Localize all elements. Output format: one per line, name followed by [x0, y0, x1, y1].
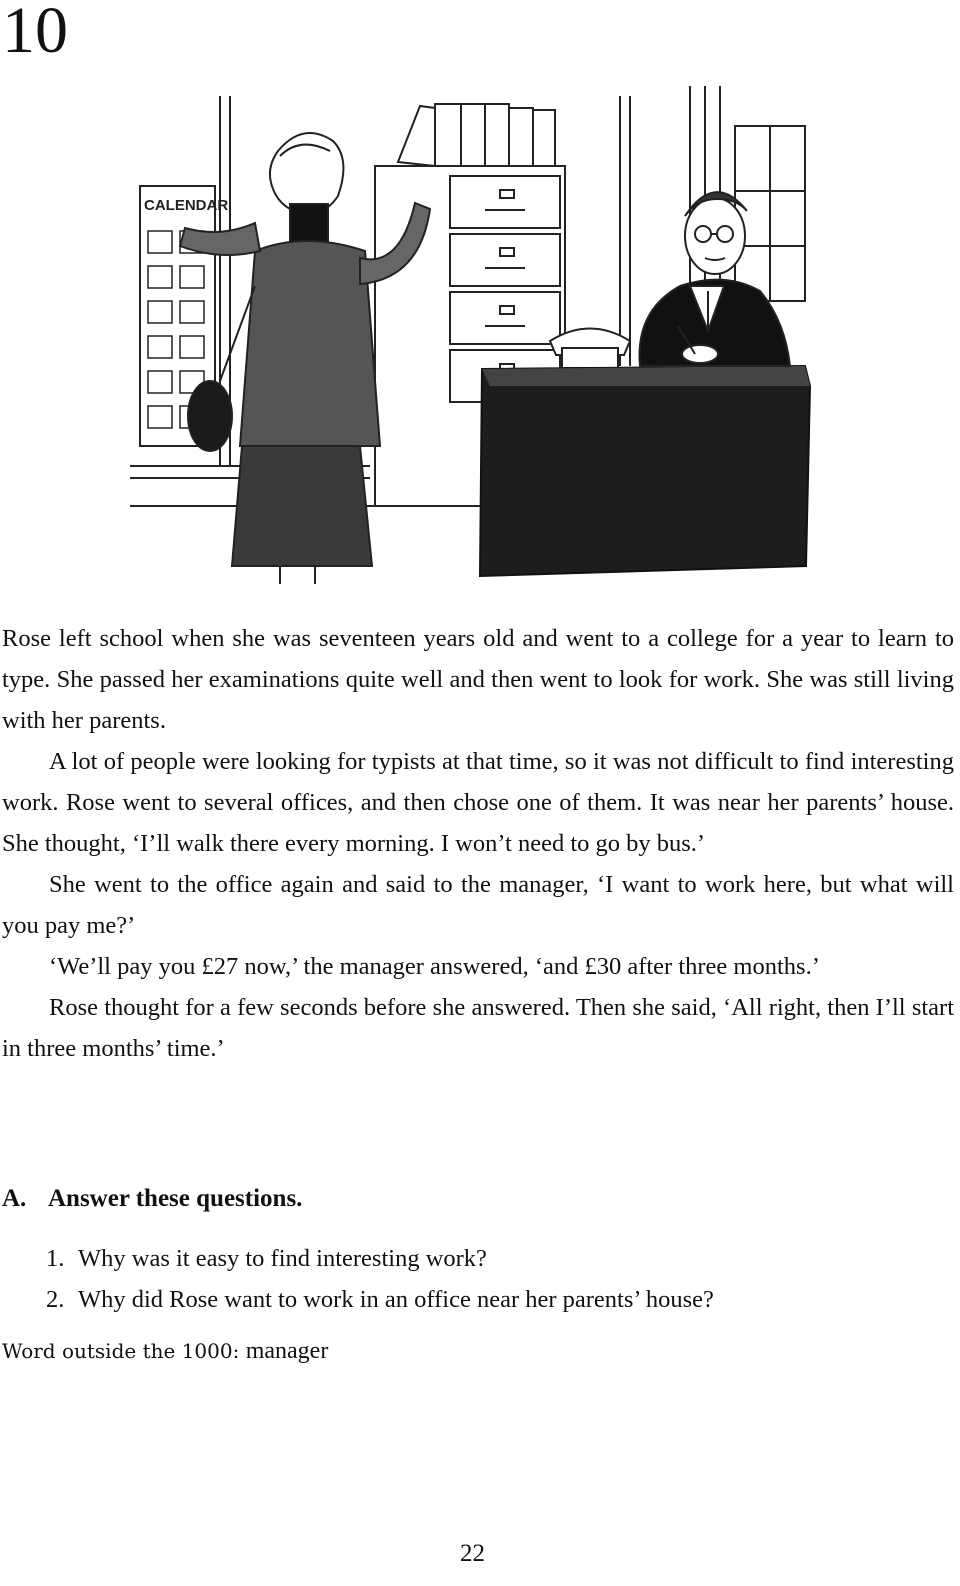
vocabulary-word: manager	[245, 1338, 329, 1364]
binders	[398, 104, 555, 166]
question-number: 1.	[46, 1245, 65, 1272]
manager-figure	[640, 192, 791, 366]
question-list	[46, 1238, 714, 1320]
story-paragraph: A lot of people were looking for typists at that time, so it was not difficult to find interesting work. Rose went to several offices, and then chose one of them. It was near her parents’ house. She thought, ‘I’ll walk there every morning. I won’t need to go by bus.’	[2, 748, 954, 857]
story-paragraph: She went to the office again and said to the manager, ‘I want to work here, but what will you pay me?’	[2, 871, 954, 939]
calendar-label: CALENDAR	[144, 197, 229, 214]
desk	[480, 366, 810, 576]
exercise-title: Answer these questions.	[48, 1185, 303, 1212]
vocabulary-note-label: Word outside the 1000:	[2, 1339, 240, 1363]
exercise-heading	[2, 1185, 302, 1213]
telephone-icon	[550, 329, 630, 369]
question-text: Why was it easy to find interesting work?	[78, 1245, 487, 1272]
page-number: 22	[460, 1540, 485, 1567]
story-paragraph: Rose left school when she was seventeen years old and went to a college for a year to learn to type. She passed her examinations quite well and then went to look for work. She was still living with her parents.	[2, 625, 954, 734]
question-text: Why did Rose want to work in an office near her parents’ house?	[78, 1286, 714, 1313]
chapter-number: 10	[2, 0, 68, 67]
office-illustration	[130, 86, 820, 586]
exercise-letter: A.	[2, 1185, 27, 1212]
vocabulary-note	[2, 1338, 328, 1365]
question-item	[46, 1279, 714, 1320]
question-item	[46, 1238, 714, 1279]
question-number: 2.	[46, 1286, 65, 1313]
story-paragraph: ‘We’ll pay you £27 now,’ the manager answered, ‘and £30 after three months.’	[49, 953, 820, 980]
story-text	[2, 618, 954, 1069]
story-paragraph: Rose thought for a few seconds before she answered. Then she said, ‘All right, then I’ll start in three months’ time.’	[2, 994, 954, 1062]
